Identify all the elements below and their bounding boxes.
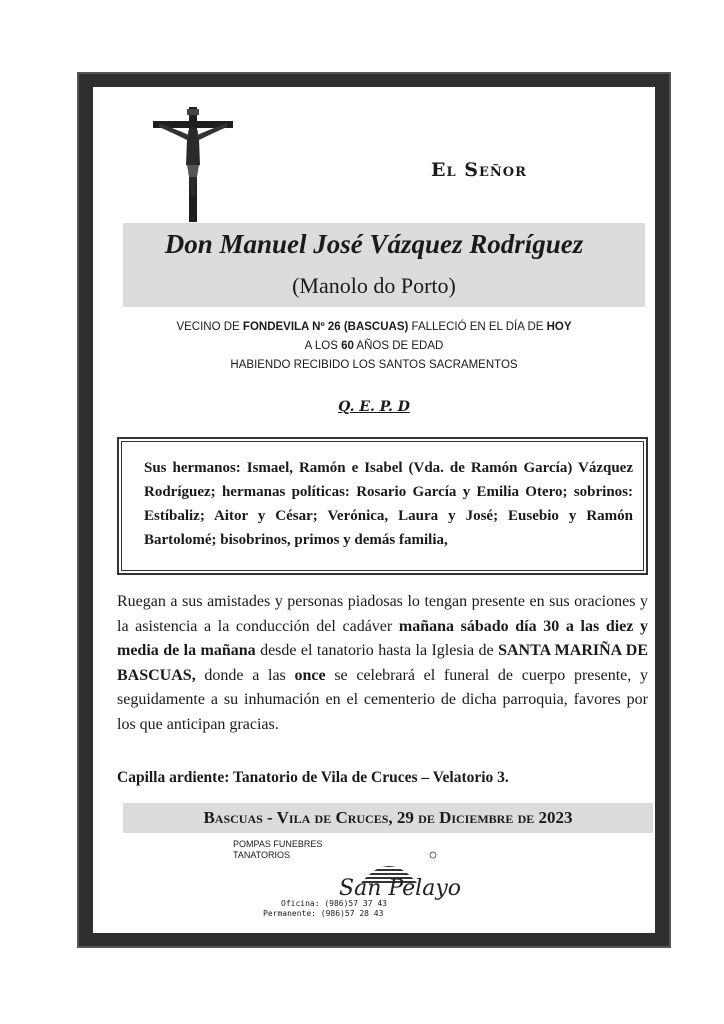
funeral-home-label [233,839,322,861]
capilla-ardiente: Capilla ardiente: Tanatorio de Vila de Cruces – Velatorio 3. [117,769,509,786]
qepd-label: Q. E. P. D [338,399,410,415]
body-time: once [294,666,326,684]
body-church: SANTA MARIÑA DE BASCUAS, [117,642,649,684]
obituary-frame [77,72,671,948]
info-text: AÑOS DE EDAD [353,340,444,352]
body-text: desde el tanatorio hasta la Iglesia de [255,642,499,659]
deceased-alias: (Manolo do Porto) [292,273,456,298]
funeral-line-2: TANATORIOS [233,850,291,860]
body-paragraph [117,590,648,737]
info-text: FALLECIÓ EN EL DÍA DE [408,321,547,333]
body-text: donde a las [195,666,295,684]
family-box [117,437,648,575]
body-date: mañana sábado día 30 a las diez y media de la mañana [117,617,648,659]
info-text: VECINO DE [176,321,243,333]
crucifix-icon [153,107,233,222]
phone-numbers [263,899,387,919]
body-text: Ruegan a sus amistades y personas piadosas lo tengan presente en sus oraciones y la asistencia a la conducción del cadáver [117,593,648,635]
funeral-line-1: POMPAS FUNEBRES [233,839,323,849]
info-day: HOY [546,321,572,333]
info-place: FONDEVILA Nº 26 (BASCUAS) [242,321,409,333]
permanent-phone: Permanente: (986)57 28 43 [263,909,384,918]
office-phone: Oficina: (986)57 37 43 [281,899,387,908]
info-line-3: HABIENDO RECIBIDO LOS SANTOS SACRAMENTOS [230,359,518,371]
deceased-name: Don Manuel José Vázquez Rodríguez [164,229,584,259]
body-text: se celebrará el funeral de cuerpo presente, y seguidamente a su inhumación en el cementerio de dicha parroquia, favores por los que anticipan gracias. [117,666,648,733]
logo-text: San Pelayo [339,876,462,901]
info-age: 60 [341,340,354,352]
info-text: A LOS [304,340,342,352]
date-line: Bascuas - Vila de Cruces, 29 de Diciembre de 2023 [203,808,573,827]
family-text: Sus hermanos: Ismael, Ramón e Isabel (Vda. de Ramón García) Vázquez Rodríguez; hermanas políticas: Rosario García y Emilia Otero; sobrinos: Estíbaliz; Aitor y César; Verónica, Laura y José; Eusebio y Ramón Bartolomé; bisobrinos, primos y demás familia, [121,441,644,571]
header-title: El Señor [431,159,527,181]
info-line-2 [93,337,655,356]
info-line-1 [93,318,655,337]
obituary-content [93,87,655,933]
